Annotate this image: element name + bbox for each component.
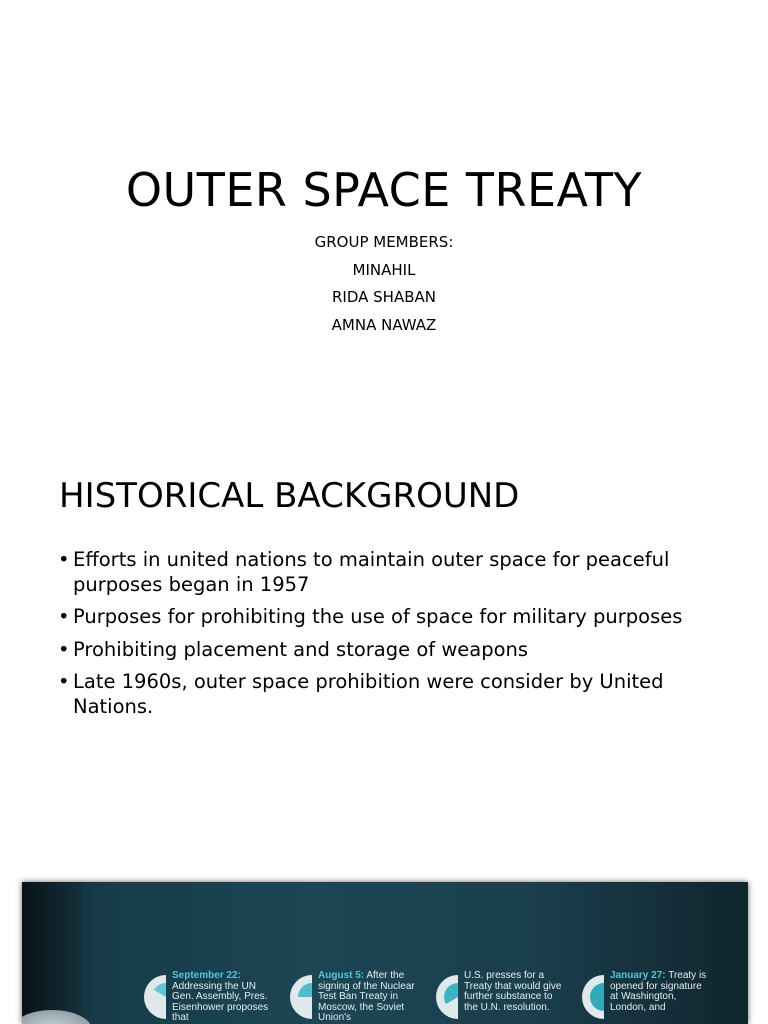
half-circle-icon [286, 973, 314, 1019]
bullet-item: • Prohibiting placement and storage of weapons [58, 637, 529, 661]
event-date: September 22: [172, 970, 241, 981]
subtitle-line-heading: GROUP MEMBERS: [314, 233, 454, 251]
half-circle-icon [578, 973, 606, 1019]
bullet-icon: • [58, 670, 70, 693]
timeline-event [286, 971, 416, 1024]
bullet-icon: • [58, 548, 70, 571]
member-name: AMNA NAWAZ [331, 315, 437, 334]
group-members [0, 229, 768, 339]
timeline-slide [22, 882, 748, 1024]
event-text: After the signing of the Nuclear Test Ban Treaty in Moscow, the Soviet Union's [318, 970, 415, 1023]
slide-title: OUTER SPACE TREATY [125, 163, 643, 217]
bullet-item: • Purposes for prohibiting the use of space for military purposes [58, 605, 683, 628]
bullet-list [58, 548, 738, 727]
event-date: January 27: [610, 970, 666, 981]
event-date: August 5: [318, 970, 365, 981]
timeline-event [578, 971, 708, 1024]
half-circle-icon [140, 973, 168, 1019]
timeline-event [140, 971, 270, 1024]
event-text: Treaty is opened for signature at Washington, London, and [610, 970, 707, 1013]
half-circle-icon [432, 973, 460, 1019]
timeline-event [432, 971, 562, 1024]
slide-edge-shadow [22, 882, 82, 1024]
member-name: RIDA SHABAN [332, 288, 436, 306]
member-name: MINAHIL [352, 260, 416, 279]
bullet-icon: • [58, 605, 70, 628]
section-title: HISTORICAL BACKGROUND [59, 476, 520, 516]
event-text: Addressing the UN Gen. Assembly, Pres. Eisenhower proposes that [172, 980, 269, 1023]
bullet-item: • Late 1960s, outer space prohibition were consider by United Nations. [58, 670, 664, 718]
event-text: U.S. presses for a Treaty that would give further substance to the U.N. resolution. [464, 970, 562, 1013]
bullet-icon: • [58, 637, 70, 661]
bullet-item: • Efforts in united nations to maintain outer space for peaceful purposes began in 1957 [58, 548, 670, 596]
